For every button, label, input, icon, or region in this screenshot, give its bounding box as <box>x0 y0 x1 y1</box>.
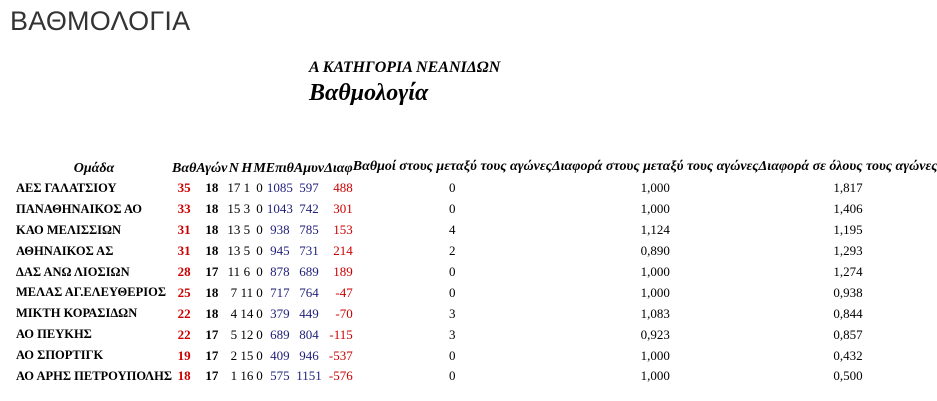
h2h-diff-cell: 1,000 <box>640 368 670 384</box>
goals-for-cell: 409 <box>270 347 290 363</box>
goals-for-cell: 938 <box>270 222 290 238</box>
draws-cell: 12 <box>240 326 254 342</box>
draws-cell: 6 <box>243 264 251 279</box>
header-points: Βαθ <box>172 161 197 176</box>
wins-cell: 13 <box>227 222 241 238</box>
header-goals-against: Αμυν <box>293 161 325 176</box>
table-row <box>16 241 937 262</box>
goals-against-cell: 946 <box>299 347 319 363</box>
header-goals-for: Επιθ <box>265 161 294 176</box>
h2h-points-cell: 0 <box>449 284 456 300</box>
goal-diff-cell: -115 <box>329 326 353 342</box>
header-team: Ομάδα <box>73 161 115 176</box>
draws-cell: 14 <box>240 305 254 321</box>
goals-against-cell: 1151 <box>296 368 322 384</box>
h2h-diff-cell: 1,124 <box>640 222 670 238</box>
wins-cell: 7 <box>230 284 238 300</box>
overall-diff-cell: 0,500 <box>833 368 863 384</box>
played-cell: 18 <box>205 243 219 259</box>
losses-cell: 0 <box>256 222 263 238</box>
table-row <box>16 366 937 387</box>
wins-cell: 17 <box>227 180 241 196</box>
h2h-points-cell: 3 <box>449 305 456 321</box>
header-h2h-points: Βαθμοί στους μεταξύ τους αγώνες <box>352 159 552 174</box>
goals-for-cell: 689 <box>270 326 290 342</box>
overall-diff-cell: 1,817 <box>833 180 863 196</box>
goals-against-cell: 597 <box>299 180 319 196</box>
overall-diff-cell: 1,195 <box>833 222 863 238</box>
goal-diff-cell: 488 <box>333 180 353 196</box>
wins-cell: 15 <box>227 201 241 217</box>
goal-diff-cell: 214 <box>333 243 353 259</box>
category-title: Α ΚΑΤΗΓΟΡΙΑ ΝΕΑΝΙΔΩΝ <box>309 59 501 76</box>
h2h-points-cell: 3 <box>449 326 456 342</box>
draws-cell: 3 <box>243 201 251 217</box>
played-cell: 18 <box>205 284 219 300</box>
overall-diff-cell: 0,432 <box>833 347 863 363</box>
draws-cell: 16 <box>240 368 254 384</box>
goals-for-cell: 379 <box>270 305 290 321</box>
played-cell: 18 <box>205 222 219 238</box>
h2h-diff-cell: 1,000 <box>640 347 670 363</box>
goals-against-cell: 785 <box>299 222 319 238</box>
goals-for-cell: 1043 <box>266 201 293 217</box>
goal-diff-cell: 153 <box>333 222 353 238</box>
h2h-points-cell: 0 <box>449 264 456 279</box>
header-wins: Ν <box>228 161 239 176</box>
page-heading: ΒΑΘΜΟΛΟΓΙΑ <box>10 6 191 36</box>
points-cell: 31 <box>177 243 191 259</box>
team-name: ΑΟ ΣΠΟΡΤΙΓΚ <box>16 348 104 363</box>
team-name: ΚΑΟ ΜΕΛΙΣΣΙΩΝ <box>16 222 122 237</box>
h2h-points-cell: 0 <box>449 347 456 363</box>
goals-for-cell: 878 <box>270 264 290 279</box>
h2h-points-cell: 0 <box>449 201 456 217</box>
draws-cell: 11 <box>240 284 254 300</box>
header-overall-diff: Διαφορά σε όλους τους αγώνες <box>758 159 937 174</box>
table-row <box>16 199 937 220</box>
points-cell: 31 <box>177 222 191 238</box>
wins-cell: 1 <box>230 368 238 384</box>
team-name: ΑΟ ΠΕΥΚΗΣ <box>16 327 92 342</box>
played-cell: 17 <box>205 264 219 279</box>
points-cell: 18 <box>177 368 191 384</box>
h2h-diff-cell: 1,083 <box>640 305 670 321</box>
goals-for-cell: 1085 <box>266 180 293 196</box>
h2h-diff-cell: 0,923 <box>640 326 670 342</box>
goal-diff-cell: 189 <box>333 264 353 279</box>
goals-for-cell: 717 <box>270 284 290 300</box>
table-header-row <box>16 112 937 178</box>
wins-cell: 4 <box>230 305 238 321</box>
goals-against-cell: 449 <box>299 305 319 321</box>
h2h-diff-cell: 1,000 <box>640 180 670 196</box>
wins-cell: 5 <box>230 326 238 342</box>
overall-diff-cell: 1,406 <box>833 201 863 217</box>
team-name: ΜΕΛΑΣ ΑΓ.ΕΛΕΥΘΕΡΙΟΣ <box>16 285 166 300</box>
goal-diff-cell: -70 <box>335 305 353 321</box>
losses-cell: 0 <box>256 180 263 196</box>
points-cell: 28 <box>177 264 191 279</box>
h2h-diff-cell: 1,000 <box>640 264 670 279</box>
losses-cell: 0 <box>256 305 263 321</box>
goals-against-cell: 804 <box>299 326 319 342</box>
overall-diff-cell: 1,274 <box>833 264 863 279</box>
losses-cell: 0 <box>256 284 263 300</box>
wins-cell: 13 <box>227 243 241 259</box>
goals-for-cell: 575 <box>270 368 290 384</box>
wins-cell: 2 <box>230 347 238 363</box>
header-h2h-diff: Διαφορά στους μεταξύ τους αγώνες <box>551 159 759 174</box>
team-name: ΑΘΗΝΑΙΚΟΣ ΑΣ <box>16 243 114 258</box>
team-name: ΠΑΝΑΘΗΝΑΙΚΟΣ ΑΟ <box>16 201 142 216</box>
h2h-points-cell: 0 <box>449 368 456 384</box>
header-played: Αγών <box>196 161 228 176</box>
h2h-points-cell: 0 <box>449 180 456 196</box>
table-row <box>16 282 937 303</box>
goals-against-cell: 742 <box>299 201 319 217</box>
points-cell: 25 <box>177 284 191 300</box>
header-losses: Μ <box>253 161 266 176</box>
points-cell: 22 <box>177 305 191 321</box>
overall-diff-cell: 0,938 <box>833 284 863 300</box>
table-row <box>16 345 937 366</box>
table-row <box>16 178 937 199</box>
team-name: ΑΟ ΑΡΗΣ ΠΕΤΡΟΥΠΟΛΗΣ <box>16 368 172 383</box>
header-draws: Η <box>241 161 253 176</box>
wins-cell: 11 <box>227 264 241 279</box>
played-cell: 18 <box>205 305 219 321</box>
points-cell: 35 <box>177 180 191 196</box>
table-row <box>16 324 937 345</box>
goals-against-cell: 689 <box>299 264 319 279</box>
h2h-diff-cell: 1,000 <box>640 284 670 300</box>
played-cell: 17 <box>205 326 219 342</box>
points-cell: 19 <box>177 347 191 363</box>
team-name: ΑΕΣ ΓΑΛΑΤΣΙΟΥ <box>16 180 117 195</box>
table-row <box>16 303 937 324</box>
losses-cell: 0 <box>256 368 263 384</box>
draws-cell: 15 <box>240 347 254 363</box>
losses-cell: 0 <box>256 243 263 259</box>
played-cell: 18 <box>205 180 219 196</box>
points-cell: 33 <box>177 201 191 217</box>
overall-diff-cell: 0,844 <box>833 305 863 321</box>
goal-diff-cell: -576 <box>328 368 353 384</box>
h2h-diff-cell: 0,890 <box>640 243 670 259</box>
team-name: ΔΑΣ ΑΝΩ ΛΙΟΣΙΩΝ <box>16 264 130 279</box>
losses-cell: 0 <box>256 347 263 363</box>
draws-cell: 5 <box>243 222 251 238</box>
standings-table <box>16 112 937 387</box>
goal-diff-cell: -47 <box>335 284 353 300</box>
team-name: ΜΙΚΤΗ ΚΟΡΑΣΙΔΩΝ <box>16 306 138 321</box>
goal-diff-cell: 301 <box>333 201 353 217</box>
table-row <box>16 220 937 241</box>
played-cell: 17 <box>205 347 219 363</box>
played-cell: 18 <box>205 201 219 217</box>
goals-against-cell: 764 <box>299 284 319 300</box>
draws-cell: 5 <box>243 243 251 259</box>
goals-against-cell: 731 <box>299 243 319 259</box>
h2h-points-cell: 4 <box>449 222 456 238</box>
overall-diff-cell: 0,857 <box>833 326 863 342</box>
standings-subtitle: Βαθμολογία <box>309 80 429 106</box>
points-cell: 22 <box>177 326 191 342</box>
played-cell: 17 <box>205 368 219 384</box>
losses-cell: 0 <box>256 326 263 342</box>
goals-for-cell: 945 <box>270 243 290 259</box>
losses-cell: 0 <box>256 264 263 279</box>
table-row <box>16 262 937 283</box>
goal-diff-cell: -537 <box>328 347 353 363</box>
losses-cell: 0 <box>256 201 263 217</box>
h2h-points-cell: 2 <box>449 243 456 259</box>
overall-diff-cell: 1,293 <box>833 243 863 259</box>
h2h-diff-cell: 1,000 <box>640 201 670 217</box>
header-goal-diff: Διαφ <box>324 161 353 176</box>
standings-body <box>16 178 937 387</box>
draws-cell: 1 <box>243 180 251 196</box>
